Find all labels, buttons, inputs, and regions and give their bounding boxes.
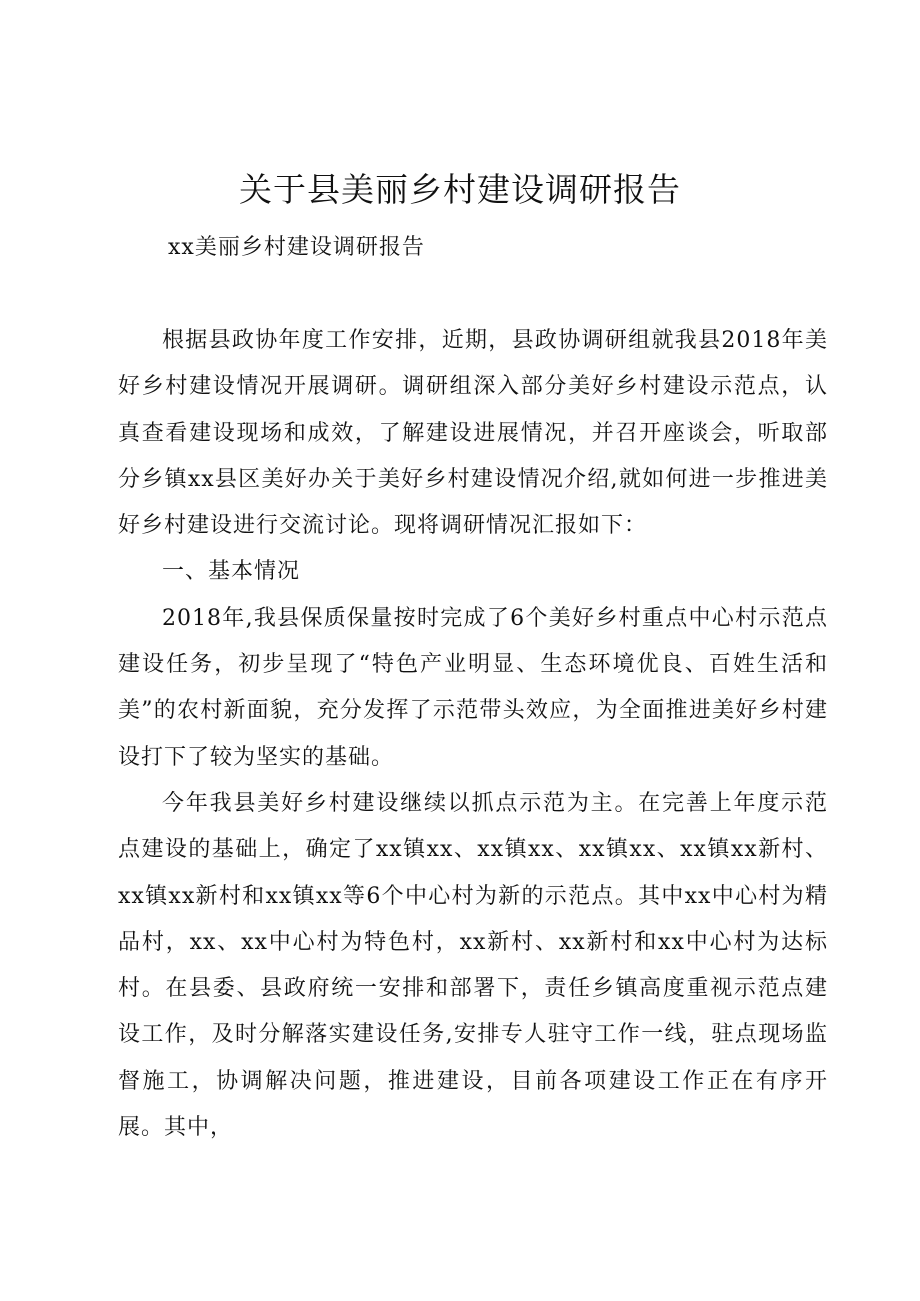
document-subtitle: xx美丽乡村建设调研报告 — [168, 235, 425, 260]
body-paragraph: 2018年,我县保质保量按时完成了6个美好乡村重点中心村示范点建设任务，初步呈现了“特色产业明显、生态环境优良、百姓生活和美”的农村新面貌，充分发挥了示范带头效应，为全面推进美好乡村建设打下了较为坚实的基础。 — [118, 605, 828, 770]
intro-paragraph: 根据县政协年度工作安排，近期，县政协调研组就我县2018年美好乡村建设情况开展调研。调研组深入部分美好乡村建设示范点，认真查看建设现场和成效，了解建设进展情况，并召开座谈会，听取部分乡镇xx县区美好办关于美好乡村建设情况介绍,就如何进一步推进美好乡村建设进行交流讨论。现将调研情况汇报如下： — [118, 328, 828, 539]
body-paragraph: 今年我县美好乡村建设继续以抓点示范为主。在完善上年度示范点建设的基础上，确定了xx镇xx、xx镇xx、xx镇xx、xx镇xx新村、xx镇xx新村和xx镇xx等6个中心村为新的示范点。其中xx中心村为精品村，xx、xx中心村为特色村，xx新村、xx新村和xx中心村为达标村。在县委、县政府统一安排和部署下，责任乡镇高度重视示范点建设工作，及时分解落实建设任务,安排专人驻守工作一线，驻点现场监督施工，协调解决问题，推进建设，目前各项建设工作正在有序开展。其中， — [118, 790, 828, 1141]
document-body — [118, 318, 828, 1151]
section-heading: 一、基本情况 — [162, 559, 301, 585]
document-title: 关于县美丽乡村建设调研报告 — [239, 170, 681, 209]
